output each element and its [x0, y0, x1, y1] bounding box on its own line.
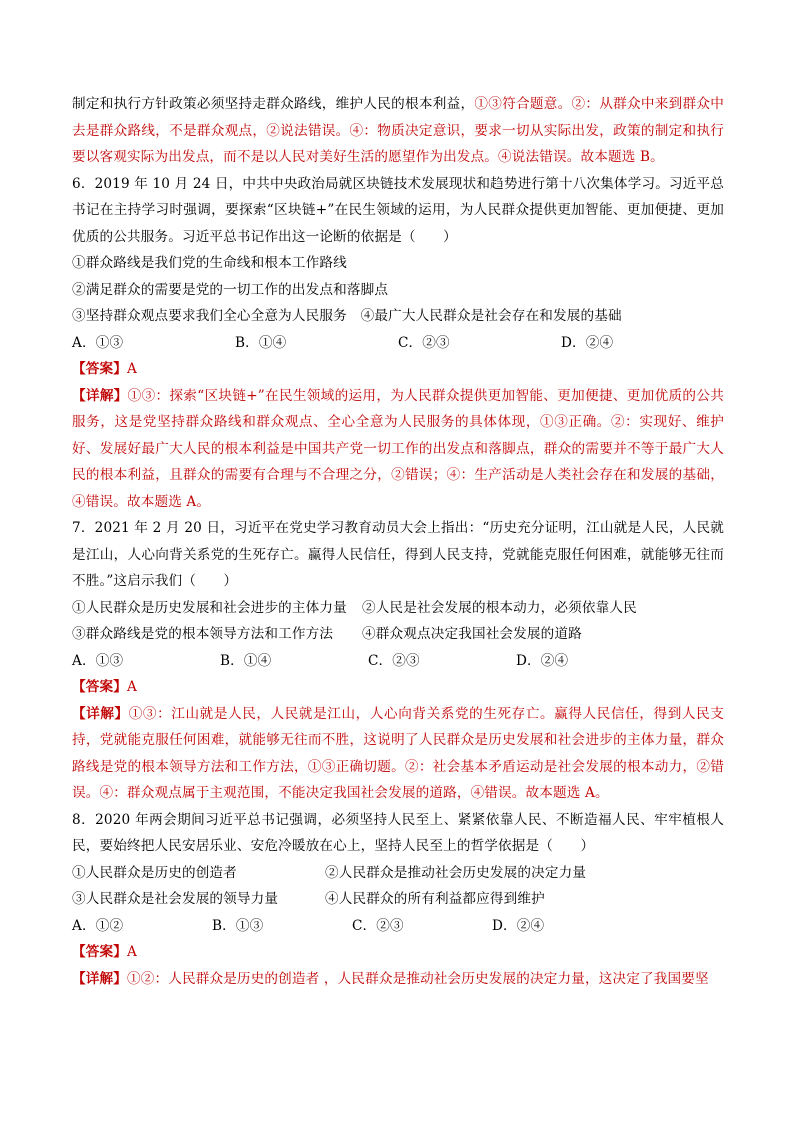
choice-c: C．②③ — [352, 917, 404, 934]
previous-explanation-red-2: 中去是群众路线，不是群众观点，②说法错误。④：物质决定意识，要求一切从实际出发，政策的制定和 — [72, 96, 724, 139]
choice-b: B．①④ — [220, 652, 272, 669]
question-7-options-row-2 — [72, 621, 724, 648]
previous-explanation-text: 制定和执行方针政策必须坚持走群众路线，维护人民的根本利益， — [72, 96, 475, 112]
question-7-option-4: ④群众观点决定我国社会发展的道路 — [362, 626, 582, 642]
answer-value: A — [126, 361, 137, 377]
question-6-option-2: ②满足群众的需要是党的一切工作的出发点和落脚点 — [72, 281, 389, 298]
question-6-answer — [72, 356, 724, 383]
question-6-explanation — [72, 383, 724, 516]
question-8-choices — [72, 913, 724, 940]
question-8-option-4: ④人民群众的所有利益都应得到维护 — [325, 891, 545, 907]
explanation-tag: 【详解】 — [72, 705, 129, 722]
question-7-stem: 7．2021 年 2 月 20 日，习近平在党史学习教育动员大会上指出：“历史充分证明，江山就是人民，人民就是江山，人心向背关系党的生死存亡。赢得人民信任，得到人民支持，党就能克服任何困难，就能够无往而不胜。”这启示我们（ ） — [72, 520, 724, 589]
question-7-explanation — [72, 701, 724, 807]
choice-a: A．①③ — [72, 652, 124, 669]
explanation-tag: 【详解】 — [72, 970, 127, 987]
question-8-option-1: ①人民群众是历史的创造者 — [72, 864, 237, 881]
question-6-choices — [72, 330, 724, 357]
question-7-options-row-1 — [72, 595, 724, 622]
choice-b: B．①④ — [235, 334, 287, 351]
question-8-option-2: ②人民群众是推动社会历史发展的决定力量 — [325, 864, 587, 881]
explanation-text: ①③：探索“区块链+”在民生领域的运用，为人民群众提供更加智能、更加便捷、更加优质的公共服务，这是党坚持群众路线和群众观点、全心全意为人民服务的具体体现，①③正确。②：实现好、维护好、发展好最广大人民的根本利益是中国共产党一切工作的出发点和落脚点，群众的需要并不等于最广大人民的根本利益，且群众的需要有合理与不合理之分，②错误；④：生产活动是人类社会存在和发展的基础，④错误。故本题选 A。 — [72, 387, 724, 510]
question-7-answer — [72, 674, 724, 701]
choice-c: C．②③ — [368, 652, 420, 669]
explanation-text-1: ①③：江山就是人民，人民就是江山，人心向背关系党的生死存亡。赢得人民信任，得到人民支持，党就能克服任何困难，就能够无往而不胜，这说明了人民群众是历史发展和社会进步的主体力量，群众路线是党的根本领导方法和工作方法， — [72, 705, 724, 775]
question-7-option-2: ②人民是社会发展的根本动力，必须依靠人民 — [362, 599, 637, 616]
choice-a: A．①③ — [72, 334, 124, 351]
question-7-option-3: ③群众路线是党的根本领导方法和工作方法 — [72, 626, 334, 642]
question-8-answer — [72, 939, 724, 966]
previous-explanation-red-3: 执行要以客观实际为出发点，而不是以人民对美好生活的愿望作为出发点。④说法错误。故本题选 B。 — [72, 122, 724, 165]
answer-value: A — [126, 679, 137, 695]
question-6-stem: 6．2019 年 10 月 24 日，中共中央政治局就区块链技术发展现状和趋势进行第十八次集体学习。习近平总书记在主持学习时强调，要探索“区块链+”在民生领域的运用，为人民群众提供更加智能、更加便捷、更加优质的公共服务。习近平总书记作出这一论断的依据是（ ） — [72, 175, 724, 245]
question-7-choices — [72, 648, 724, 675]
choice-d: D．②④ — [492, 917, 545, 934]
choice-d: D．②④ — [516, 652, 569, 669]
answer-value: A — [126, 944, 137, 960]
choice-a: A．①② — [72, 917, 124, 934]
choice-c: C．②③ — [398, 334, 450, 351]
document-content — [72, 91, 724, 992]
answer-tag: 【答案】 — [72, 361, 127, 377]
choice-d: D．②④ — [561, 334, 614, 351]
question-6-option-3-4: ③坚持群众观点要求我们全心全意为人民服务 ④最广大人民群众是社会存在和发展的基础 — [72, 308, 622, 324]
question-8-option-3: ③人民群众是社会发展的领导力量 — [72, 891, 279, 907]
explanation-tag: 【详解】 — [72, 387, 128, 404]
question-6-option-1: ①群众路线是我们党的生命线和根本工作路线 — [72, 255, 347, 271]
question-7-option-1: ①人民群众是历史发展和社会进步的主体力量 — [72, 599, 347, 616]
answer-tag: 【答案】 — [72, 944, 127, 960]
question-8-stem: 8．2020 年两会期间习近平总书记强调，必须坚持人民至上、紧紧依靠人民、不断造福人民、牢牢植根人民，要始终把人民安居乐业、安危冷暖放在心上，坚持人民至上的哲学依据是（ ） — [72, 811, 724, 854]
choice-b: B．①③ — [212, 917, 264, 934]
question-8-options-row-2 — [72, 886, 724, 913]
question-8-options-row-1 — [72, 860, 724, 887]
previous-explanation-red-1: ①③符合题意。②：从群众中来到群众 — [474, 96, 711, 112]
explanation-text-2: ①③正确切题。②：社会基本矛盾运动是社会发展的根本动力，②错误。④：群众观点属于主观范围，不能决定我国社会发展的道路，④错误。故本题选 A。 — [72, 758, 724, 801]
question-8-explanation — [72, 966, 724, 993]
explanation-text: ①②：人民群众是历史的创造者 ，人民群众是推动社会历史发展的决定力量，这决定了我国要坚 — [126, 970, 709, 987]
answer-tag: 【答案】 — [72, 679, 127, 695]
previous-explanation — [72, 91, 724, 171]
